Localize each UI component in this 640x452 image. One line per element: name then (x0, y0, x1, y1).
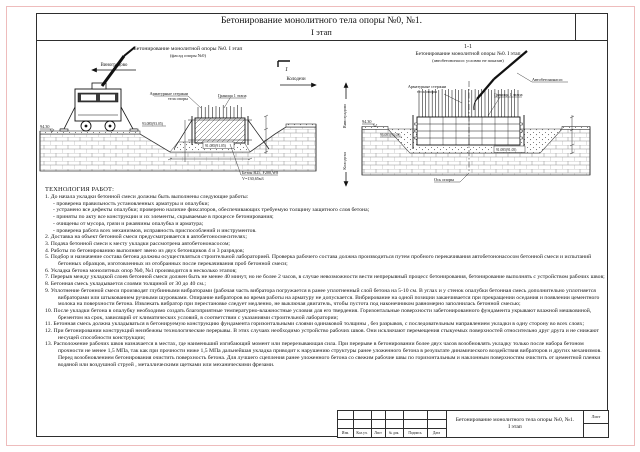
tech-line: - очищены от мусора, грязи и ржавчины опалубка и арматура; (53, 220, 204, 227)
concrete-spec-line1: Бетон В25, F200,W8 (242, 170, 279, 175)
tech-line: 2. Доставка на объект бетонной смеси предусматривается в автобетоносмесителях; (45, 234, 247, 241)
pump-truck (60, 47, 138, 131)
sheet-title-line2: I этап (311, 27, 332, 37)
sheet-title (36, 13, 607, 41)
title-block-columns (338, 411, 446, 437)
tech-line: 11. Бетонная смесь должна укладываться в бетонируемую конструкцию фундамента горизонтальными слоями одинаковой толщины , без разрывов, с последовательным направлением укладки в одну сторону во всех слоях; (45, 321, 585, 328)
tech-line: 1. До начала укладки бетонной смеси должны быть выполнены следующие работы: (45, 194, 249, 200)
section-cut-mark (278, 61, 290, 73)
tech-line: 9. Уплотнение бетонной смеси производят глубинными вибраторами (рабочая часть вибратора погружается в ранее уплотненный слой бетона на 5-10 см. В углах и у стенок опалубки бетонная смесь дополнительно уплотняется вибраторами или штыкованием ручными шуровками. Опирание вибраторов во время работы на арматуру не допускается. Вибрирование на одной позиции заканчивается при прекращении оседания и появлении цементного молока на поверхности бетона. Извлекать вибратор при перестановке следует медленно, не выключая двигатель, чтобы пустота под наконечником равномерно заполнилась бетонной смесью; (45, 287, 600, 308)
section-label: 1-1 (464, 44, 472, 50)
tech-line: - проверена работа всех механизмов, исправность приспособлений и инструментов. (53, 227, 257, 234)
col-ndok: № док. (388, 431, 400, 435)
title-strip-divider (575, 14, 576, 40)
tech-line: 7. Перерыв между укладкой слоев бетонной смеси должен быть не менее 40 минут, но не более 2 часов, в случае невозможности вести непрерывный процесс бетонирования, бетонирование выполнять с устройством рабочих швов; (45, 274, 605, 281)
rebar-label-line1: Арматурные стержни (407, 84, 447, 89)
stage-boundary-label: Граница 1 этапа (494, 92, 523, 97)
elevation-bottom: 91.085(91.05) (496, 148, 517, 152)
left-elevation-drawing (38, 41, 320, 187)
axis-label: Ось опоры (434, 177, 455, 182)
left-diagram-subtitle: (фасад опоры №0) (170, 53, 206, 58)
col-kol-uch: Кол.уч. (356, 431, 368, 435)
tech-line: 4. Работы по бетонированию выполняет звено из двух бетонщиков 4 и 3 разрядов; (45, 247, 245, 254)
tech-line: 6. Укладка бетона монолитных опор №0, №1 производится в несколько этапов; (45, 267, 237, 274)
title-block (337, 410, 609, 438)
stage-boundary-label: Граница 1 этапа (218, 93, 247, 98)
rebar-label-line2: тела опоры (416, 89, 438, 94)
tech-line: - приняты по акту все конструкции и их элементы, скрываемые в процессе бетонирования; (53, 214, 274, 221)
direction-down-label: Колодези (342, 152, 347, 170)
direction-up-label: Виноградово (342, 103, 347, 129)
right-diagram-title: Бетонирование монолитной опоры №0. I этап (415, 51, 521, 57)
direction-left-label: Виноградово (100, 63, 128, 68)
col-podpis: Подпись (408, 431, 422, 435)
direction-right (280, 77, 316, 85)
concrete-spec-line2: V=130,65м3 (242, 176, 264, 181)
tech-line: 5. Подбор и назначение состава бетона должны осуществляться строительной лабораторией. Проверка рабочего состава должна производиться путем пробного перекачивания автобетононасосом бетонной смеси и испытаний бетонных образцов, изготовленных из отобранных после перекачивания проб бетонной смеси; (45, 254, 592, 268)
rebar-label-line2: тела опоры (167, 96, 188, 101)
right-section-drawing (322, 41, 608, 187)
sheet-label: Лист (584, 411, 608, 424)
left-diagram-caption (134, 45, 243, 58)
col-izm: Изм. (341, 431, 350, 435)
col-list: Лист (374, 431, 382, 435)
title-block-doc-title (446, 411, 583, 437)
technology-notes (45, 186, 605, 368)
direction-right-label: Колодези (286, 77, 306, 82)
elevation-top: 93.085(93.05) (380, 133, 401, 137)
formwork-box (413, 115, 524, 149)
tech-line: 13. Расположение рабочих швов назначается в местах, где наименьший изгибающий момент или перерезывающая сила. При перерыве в бетонировании более двух часов возобновлять укладку только после набора бетоном прочности не менее 1,5 МПа, так как при прочности ниже 1,5 МПа дальнейшая укладка приводит к нарушению структуры ранее уложенного бетона в результате динамического воздействия вибраторов и других механизмов. Перед возобновлением бетонирования очистить поверхность бетона. Для лучшего сцепления ранее уложенного бетона со свежим рабочие швы по горизонтальным и наклонным поверхностям очистить от цементной пленки водяной или воздушной струей , металлическими щетками или механическими фрезами. (45, 341, 602, 368)
tech-line: 3. Подача бетонной смеси к месту укладки рассмотрена автобетононасосом; (45, 240, 231, 247)
doc-title-line1: Бетонирование монолитного тела опоры №0, №1. (455, 417, 575, 424)
pump-boom (92, 47, 135, 89)
elevation-ground: 94.30 (362, 119, 372, 124)
tech-line: 12. При бетонировании конструкций неизбежны технологические перерывы. В этих случаях необходимо устройство рабочих швов. Они исключают перемещения стыкуемых поверхностей относительно друг друга и не снижают несущей способности конструкции; (45, 328, 599, 341)
tech-line: - проверена правильность установленных арматуры и опалубки; (53, 200, 210, 207)
sheet-title-line1: Бетонирование монолитного тела опоры №0, №1. (220, 16, 423, 26)
section-flag: 1 (285, 66, 289, 73)
elevation-bottom: 91.085(91.05) (205, 144, 226, 148)
rebar-label-line1: Арматурные стержни (149, 91, 188, 96)
rebar-bars (198, 105, 241, 118)
direction-down (342, 152, 347, 186)
doc-title-line2: I этап (508, 424, 522, 430)
pump-label: Автобетононасос (532, 77, 563, 82)
elevation-ground: 94.30 (40, 124, 50, 129)
tech-line: 10. После укладки бетона в опалубку необходимо создать благоприятные температурно-влажностные условия для его твердения. Горизонтальные поверхности забетонированного фундамента укрывают влажной мешковиной, брезентом на срок, зависящий от климатических условий, в соответствии с указаниями строительной лаборатории; (45, 307, 592, 321)
elevation-top: 93.085(93.05) (142, 122, 163, 126)
left-diagram-title: Бетонирование монолитной опоры №0. I этап (133, 46, 243, 52)
tech-line: 8. Бетонная смесь укладывается слоями толщиной от 30 до 40 см.; (45, 281, 206, 288)
title-block-sheet-cell (583, 411, 607, 437)
right-diagram-caption (416, 44, 521, 63)
col-data: Дата (432, 431, 441, 435)
right-diagram-subtitle: (автобетононасос условно не показан) (432, 58, 504, 63)
tech-line: - устранено все дефекты опалубки; проверено наличие фиксаторов, обеспечивающих требуемую толщину защитного слоя бетона; (53, 207, 370, 214)
technology-heading: ТЕХНОЛОГИЯ РАБОТ: (45, 186, 115, 193)
direction-up (342, 83, 347, 128)
